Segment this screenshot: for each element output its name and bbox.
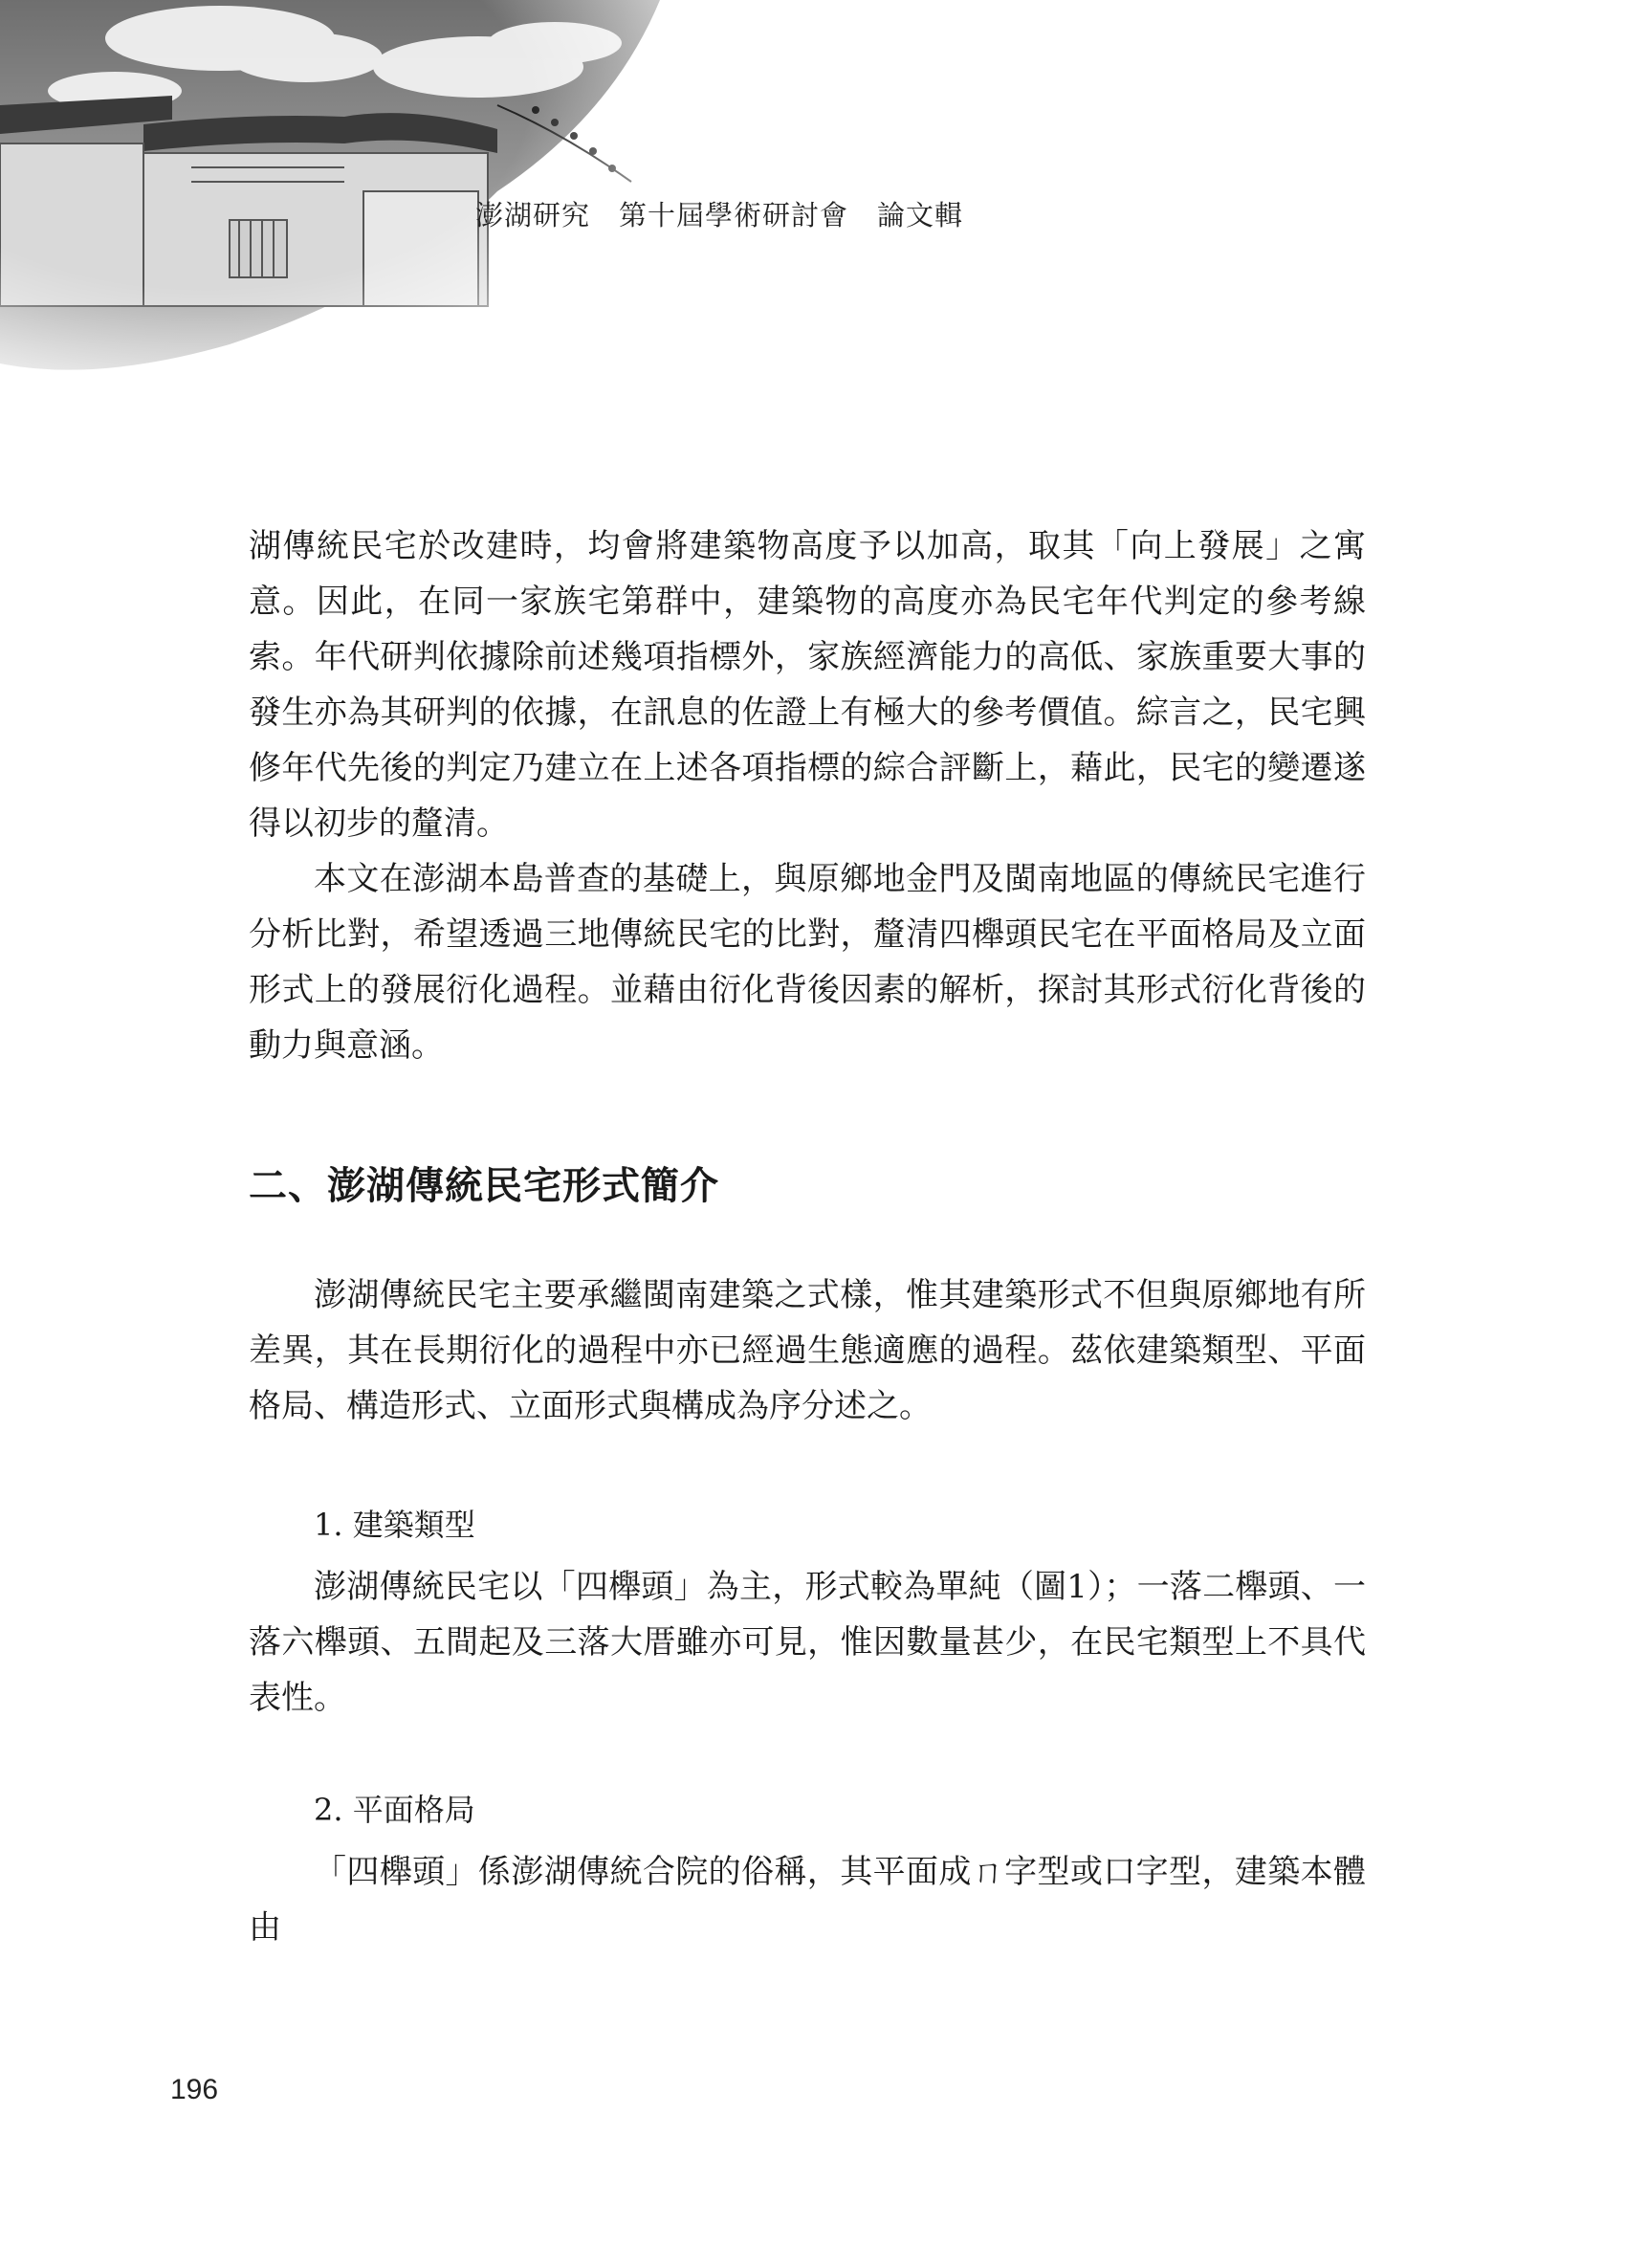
body-text [249, 518, 1366, 1073]
section-heading: 二、澎湖傳統民宅形式簡介 [249, 1163, 719, 1208]
section-intro-block [249, 1267, 1366, 1434]
subsection-building-type [249, 1504, 1366, 1726]
paragraph-intro-scope: 本文在澎湖本島普查的基礎上，與原鄉地金門及閩南地區的傳統民宅進行分析比對，希望透過三地傳統民宅的比對，釐清四櫸頭民宅在平面格局及立面形式上的發展衍化過程。並藉由衍化背後因素的解析，探討其形式衍化背後的動力與意涵。 [249, 860, 1366, 1065]
page-number: 196 [170, 2074, 219, 2105]
running-header: 澎湖研究 第十屆學術研討會 論文輯 [475, 199, 964, 231]
paragraph-floor-plan: 「四櫸頭」係澎湖傳統合院的俗稱，其平面成ㄇ字型或口字型，建築本體由 [249, 1853, 1366, 1947]
paragraph-intro-continued: 湖傳統民宅於改建時，均會將建築物高度予以加高，取其「向上發展」之寓意。因此，在同一家族宅第群中，建築物的高度亦為民宅年代判定的參考線索。年代研判依據除前述幾項指標外，家族經濟能力的高低、家族重要大事的發生亦為其研判的依據，在訊息的佐證上有極大的參考價值。綜言之，民宅興修年代先後的判定乃建立在上述各項指標的綜合評斷上，藉此，民宅的變遷遂得以初步的釐清。 [249, 527, 1366, 843]
paragraph-section-intro: 澎湖傳統民宅主要承繼閩南建築之式樣，惟其建築形式不但與原鄉地有所差異，其在長期衍化的過程中亦已經過生態適應的過程。茲依建築類型、平面格局、構造形式、立面形式與構成為序分述之。 [249, 1276, 1366, 1425]
paragraph-building-type: 澎湖傳統民宅以「四櫸頭」為主，形式較為單純（圖1）；一落二櫸頭、一落六櫸頭、五間起及三落大厝雖亦可見，惟因數量甚少，在民宅類型上不具代表性。 [249, 1568, 1366, 1717]
subsection-heading-floor-plan: 2. 平面格局 [314, 1792, 475, 1828]
subsection-floor-plan [249, 1789, 1366, 1955]
subsection-heading-building-type: 1. 建築類型 [314, 1507, 475, 1543]
